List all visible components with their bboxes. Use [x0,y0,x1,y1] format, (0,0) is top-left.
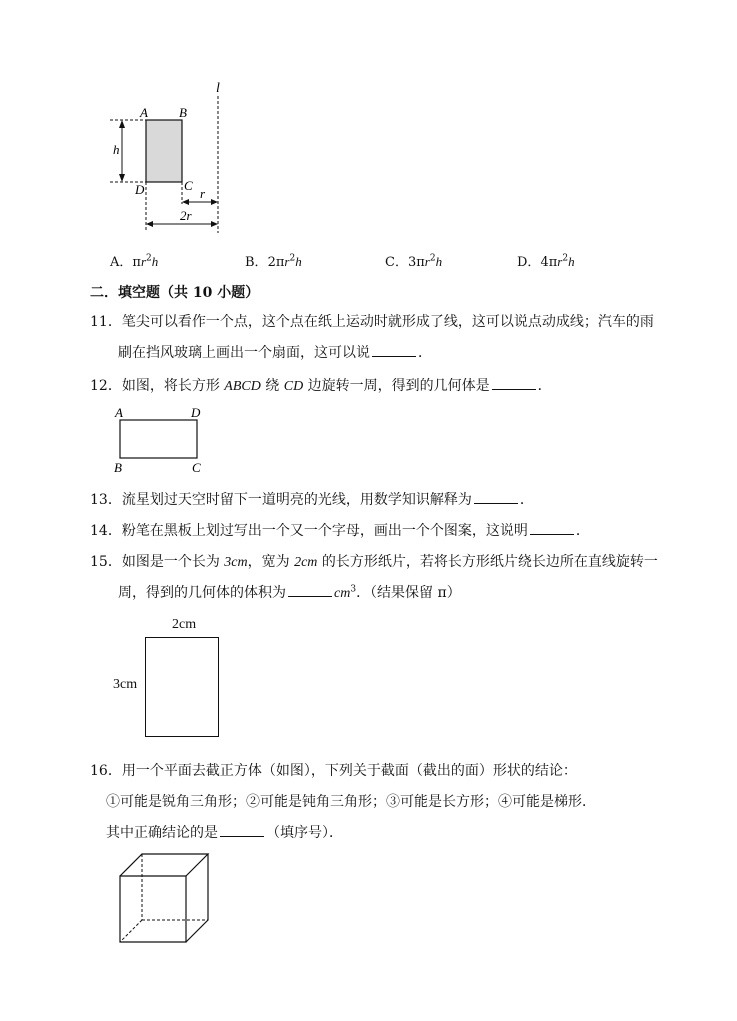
rotation-figure [100,78,240,238]
q15-answer-blank[interactable] [288,584,332,597]
q16-line3: 其中正确结论的是 （填序号）． [106,825,343,841]
label-l: l [216,81,220,96]
q15-rectangle [145,637,219,737]
cube-top-face [120,854,208,876]
q16-line1: 16．用一个平面去截正方体（如图），下列关于截面（截出的面）形状的结论： [90,763,577,779]
q11-line2: 刷在挡风玻璃上画出一个扇面，这可以说 ． [118,345,432,361]
cube-figure [112,848,222,950]
q14-line: 14．粉笔在黑板上划过写出一个又一个字母，画出一个个图案，这说明 ． [90,523,590,539]
rectangle-abcd [120,420,197,458]
q12-label-C: C [192,460,201,475]
q12-label-A: A [115,405,123,420]
q12-line: 12．如图，将长方形 ABCD 绕 CD 边旋转一周，得到的几何体是 ． [90,378,552,394]
2r-arrow-left [146,221,153,227]
label-A: A [140,105,148,120]
q13-line: 13．流星划过天空时留下一道明亮的光线，用数学知识解释为 ． [90,492,534,508]
height-arrow-bottom [119,174,125,182]
q15-label-top: 2cm [172,617,197,632]
q12-label-B: B [114,460,122,475]
cube-hidden-edge-3 [120,920,142,942]
r-arrow-right [211,199,218,205]
section-title: 二．填空题（共 10 小题） [90,285,260,301]
option-a[interactable]: A．$\pi r^2h$ [110,253,159,270]
label-h: h [113,142,120,157]
label-D: D [135,182,145,197]
q11-line1: 11．笔尖可以看作一个点，这个点在纸上运动时就形成了线，这可以说点动成线；汽车的雨 [90,314,654,330]
cube-right-face [186,854,208,942]
option-d[interactable]: D．$4\pi r^2h$ [517,253,575,270]
q12-answer-blank[interactable] [492,377,536,390]
option-b[interactable]: B．$2\pi r^2h$ [245,253,302,270]
q15-line2: 周，得到的几何体的体积为 $cm^3$．（结果保留 π） [118,584,461,601]
option-c[interactable]: C．$3\pi r^2h$ [385,253,443,270]
q16-answer-blank[interactable] [220,824,264,837]
label-r: r [200,186,206,201]
q12-label-D: D [191,405,201,420]
r-arrow-left [182,199,189,205]
q15-line1: 15．如图是一个长为 3cm，宽为 2cm 的长方形纸片，若将长方形纸片绕长边所在直线旋转一 [90,554,658,570]
q13-answer-blank[interactable] [474,491,518,504]
label-B: B [179,105,187,120]
2r-arrow-right [211,221,218,227]
q14-answer-blank[interactable] [530,522,574,535]
height-arrow-top [119,120,125,128]
label-C: C [184,178,193,193]
label-2r: 2r [180,208,192,223]
shaded-rectangle [146,120,182,182]
q15-label-left: 3cm [113,677,138,692]
q11-answer-blank[interactable] [372,344,416,357]
q16-line2: ①可能是锐角三角形；②可能是钝角三角形；③可能是长方形；④可能是梯形． [106,794,596,810]
rectangle-abcd-figure [110,402,220,477]
